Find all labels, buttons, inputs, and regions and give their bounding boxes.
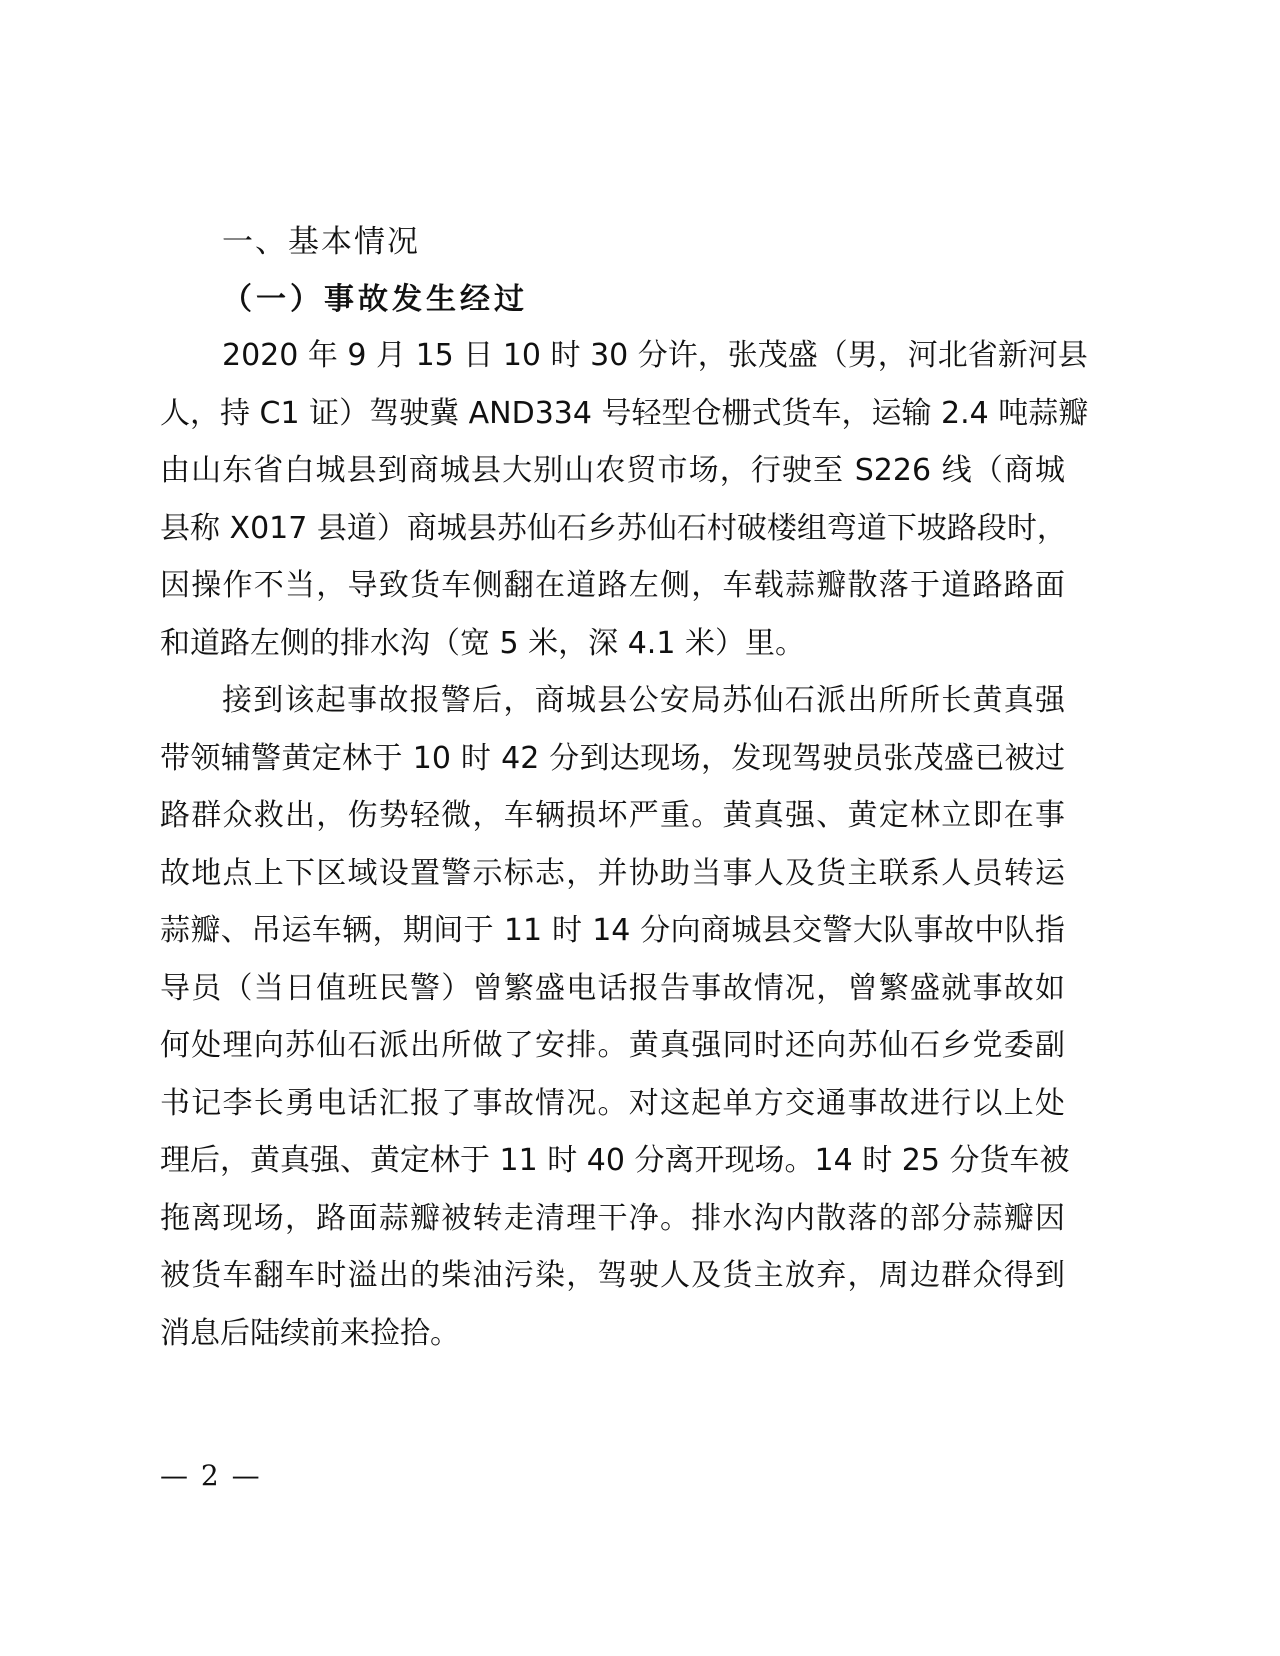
paragraph-line: 何处理向苏仙石派出所做了安排。黄真强同时还向苏仙石乡党委副: [160, 1028, 1065, 1063]
paragraph-line: 因操作不当，导致货车侧翻在道路左侧，车载蒜瓣散落于道路路面: [160, 568, 1065, 603]
paragraph-line: 带领辅警黄定林于 10 时 42 分到达现场，发现驾驶员张茂盛已被过: [160, 740, 1065, 776]
paragraph-line: 蒜瓣、吊运车辆，期间于 11 时 14 分向商城县交警大队事故中队指: [160, 913, 1065, 948]
page-number: — 2 —: [160, 1459, 262, 1492]
paragraph-line: 消息后陆续前来捡拾。: [160, 1315, 460, 1351]
section-heading: 一、基本情况: [222, 224, 420, 260]
paragraph-line: 拖离现场，路面蒜瓣被转走清理干净。排水沟内散落的部分蒜瓣因: [160, 1200, 1065, 1236]
paragraph-line: 和道路左侧的排水沟（宽 5 米，深 4.1 米）里。: [160, 625, 805, 661]
paragraph-line: 由山东省白城县到商城县大别山农贸市场，行驶至 S226 线（商城: [160, 453, 1065, 488]
paragraph-line: 人，持 C1 证）驾驶冀 AND334 号轻型仓栅式货车，运输 2.4 吨蒜瓣: [160, 395, 1089, 431]
paragraph-line: 故地点上下区域设置警示标志，并协助当事人及货主联系人员转运: [160, 855, 1065, 891]
paragraph-line: 导员（当日值班民警）曾繁盛电话报告事故情况，曾繁盛就事故如: [160, 970, 1065, 1006]
paragraph-line: 理后，黄真强、黄定林于 11 时 40 分离开现场。14 时 25 分货车被: [160, 1143, 1070, 1178]
subsection-heading: （一）事故发生经过: [222, 282, 528, 317]
paragraph-line: 接到该起事故报警后，商城县公安局苏仙石派出所所长黄真强: [222, 683, 1065, 718]
paragraph-line: 书记李长勇电话汇报了事故情况。对这起单方交通事故进行以上处: [160, 1085, 1065, 1121]
paragraph-line: 2020 年 9 月 15 日 10 时 30 分许，张茂盛（男，河北省新河县: [222, 338, 1088, 373]
paragraph-line: 被货车翻车时溢出的柴油污染，驾驶人及货主放弃，周边群众得到: [160, 1258, 1065, 1293]
paragraph-line: 县称 X017 县道）商城县苏仙石乡苏仙石村破楼组弯道下坡路段时，: [160, 510, 1067, 546]
document-body: [160, 327, 1089, 1362]
paragraph-line: 路群众救出，伤势轻微，车辆损坏严重。黄真强、黄定林立即在事: [160, 798, 1065, 833]
